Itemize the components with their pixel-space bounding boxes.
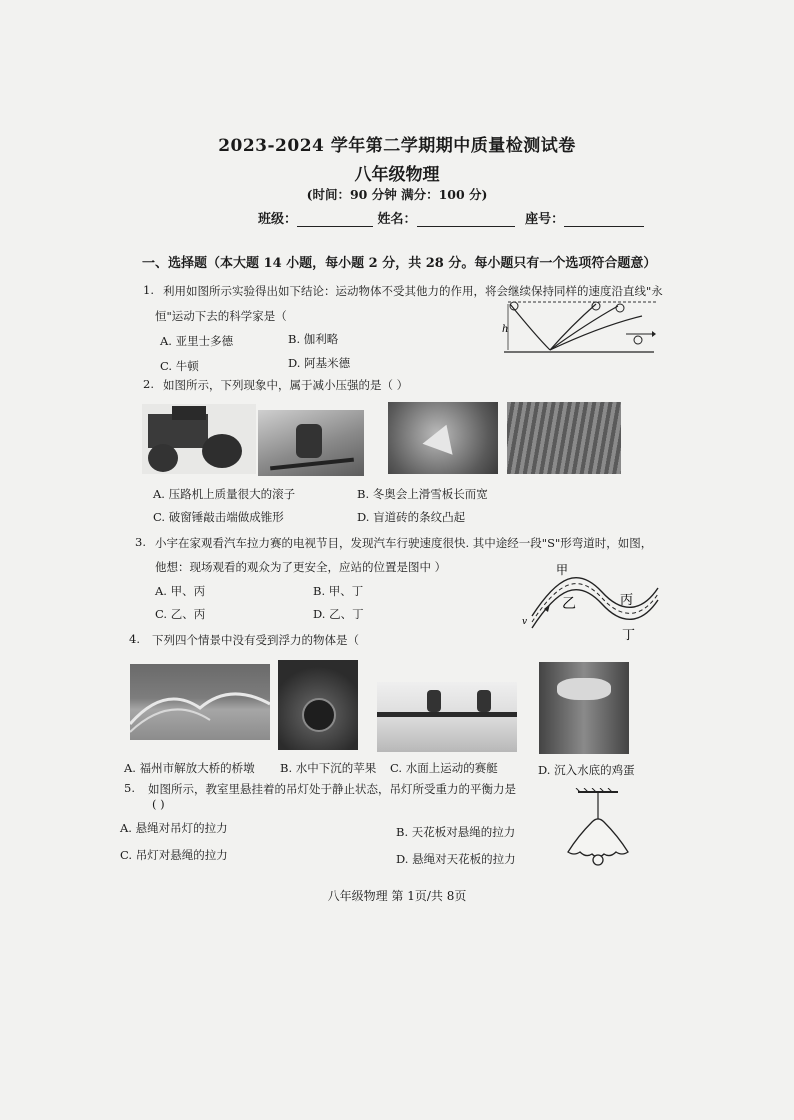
name-label: 姓名：	[377, 212, 417, 227]
q2-image-tactile-paving	[507, 402, 621, 474]
boat-hull	[377, 712, 517, 717]
q3-fig-ding: 丁	[622, 628, 636, 642]
q4-option-d: D. 沉入水底的鸡蛋	[538, 763, 635, 777]
egg-shape	[557, 678, 611, 700]
q3-number: 3.	[135, 535, 146, 549]
q2-text: 如图所示，下列现象中，属于减小压强的是（ ）	[163, 378, 409, 392]
q4-number: 4.	[129, 632, 140, 646]
q2-image-road-roller	[142, 404, 256, 474]
rower-2	[477, 690, 491, 712]
seat-blank	[564, 214, 644, 227]
q2-image-window-hammer	[388, 402, 498, 474]
q5-option-a: A. 悬绳对吊灯的拉力	[120, 821, 228, 835]
q1-text-line2: 恒"运动下去的科学家是（	[155, 309, 287, 323]
q5-text-line2: ( )	[152, 797, 165, 811]
q5-number: 5.	[124, 781, 135, 795]
page-footer: 八年级物理 第 1页/共 8页	[327, 889, 467, 903]
q2-option-b: B. 冬奥会上滑雪板长而宽	[357, 487, 488, 501]
q3-option-b: B. 甲、丁	[313, 584, 364, 598]
q4-image-egg-in-water	[539, 662, 629, 754]
hammer-tip	[423, 419, 462, 454]
q3-option-a: A. 甲、丙	[155, 584, 206, 598]
skier-figure	[296, 424, 322, 458]
q1-number: 1.	[143, 283, 154, 297]
student-info-row	[258, 208, 644, 227]
q5-hanging-lamp-figure	[566, 788, 646, 878]
q2-number: 2.	[143, 377, 154, 391]
q1-text-line1: 利用如图所示实验得出如下结论：运动物体不受其他力的作用，将会继续保持同样的速度沿直线"永	[163, 284, 663, 298]
class-label: 班级：	[258, 212, 298, 227]
q5-option-c: C. 吊灯对悬绳的拉力	[120, 848, 228, 862]
q3-option-c: C. 乙、丙	[155, 607, 206, 621]
q1-option-a: A. 亚里士多德	[160, 334, 234, 348]
name-blank	[417, 214, 515, 227]
seat-label: 座号：	[525, 212, 565, 227]
q2-option-d: D. 盲道砖的条纹凸起	[357, 510, 466, 524]
q3-fig-yi: 乙	[562, 596, 576, 612]
q3-text-line1: 小宇在家观看汽车拉力赛的电视节目，发现汽车行驶速度很快. 其中途经一段"S"形弯道时，如图，	[155, 536, 653, 550]
roller-cabin	[172, 406, 206, 420]
q3-fig-v: v	[522, 617, 528, 627]
ski-board	[270, 458, 354, 471]
exam-time-info: (时间：90 分钟 满分：100 分)	[306, 187, 488, 202]
q1-ramp-figure	[496, 296, 656, 358]
class-blank	[297, 214, 373, 227]
roller-drum	[202, 434, 242, 468]
q2-option-a: A. 压路机上质量很大的滚子	[153, 487, 296, 501]
q4-option-b: B. 水中下沉的苹果	[280, 761, 377, 775]
apple-shape	[302, 698, 336, 732]
q4-option-a: A. 福州市解放大桥的桥墩	[124, 761, 255, 775]
exam-subject: 八年级物理	[354, 165, 440, 185]
roller-wheel	[148, 444, 178, 472]
q3-fig-bing: 丙	[620, 593, 634, 608]
q4-option-c: C. 水面上运动的赛艇	[390, 761, 498, 775]
q2-option-c: C. 破窗锤敲击端做成锥形	[153, 510, 284, 524]
q4-image-sinking-apple	[278, 660, 358, 750]
q5-text-line1: 如图所示，教室里悬挂着的吊灯处于静止状态，吊灯所受重力的平衡力是	[148, 782, 516, 796]
rower-1	[427, 690, 441, 712]
exam-title: 2023-2024 学年第二学期期中质量检测试卷	[218, 136, 576, 156]
q3-s-curve-figure	[518, 562, 664, 642]
q2-image-skier	[258, 410, 364, 476]
q3-fig-jia: 甲	[556, 563, 569, 577]
bridge-arches	[130, 664, 270, 740]
q1-option-c: C. 牛顿	[160, 359, 199, 373]
q1-fig-h-label: h	[502, 324, 509, 335]
q1-option-b: B. 伽利略	[288, 332, 339, 346]
q5-option-b: B. 天花板对悬绳的拉力	[396, 825, 516, 839]
q3-text-line2: 他想：现场观看的观众为了更安全，应站的位置是图中 ）	[155, 560, 447, 574]
q1-option-d: D. 阿基米德	[288, 356, 351, 370]
q4-image-bridge-pier	[130, 664, 270, 740]
q3-option-d: D. 乙、丁	[313, 607, 364, 621]
q5-option-d: D. 悬绳对天花板的拉力	[396, 852, 516, 866]
q4-image-racing-boat	[377, 682, 517, 752]
q4-text: 下列四个情景中没有受到浮力的物体是（	[152, 633, 359, 647]
section-title: 一、选择题（本大题 14 小题，每小题 2 分，共 28 分。每小题只有一个选项符合题意）	[142, 256, 657, 271]
